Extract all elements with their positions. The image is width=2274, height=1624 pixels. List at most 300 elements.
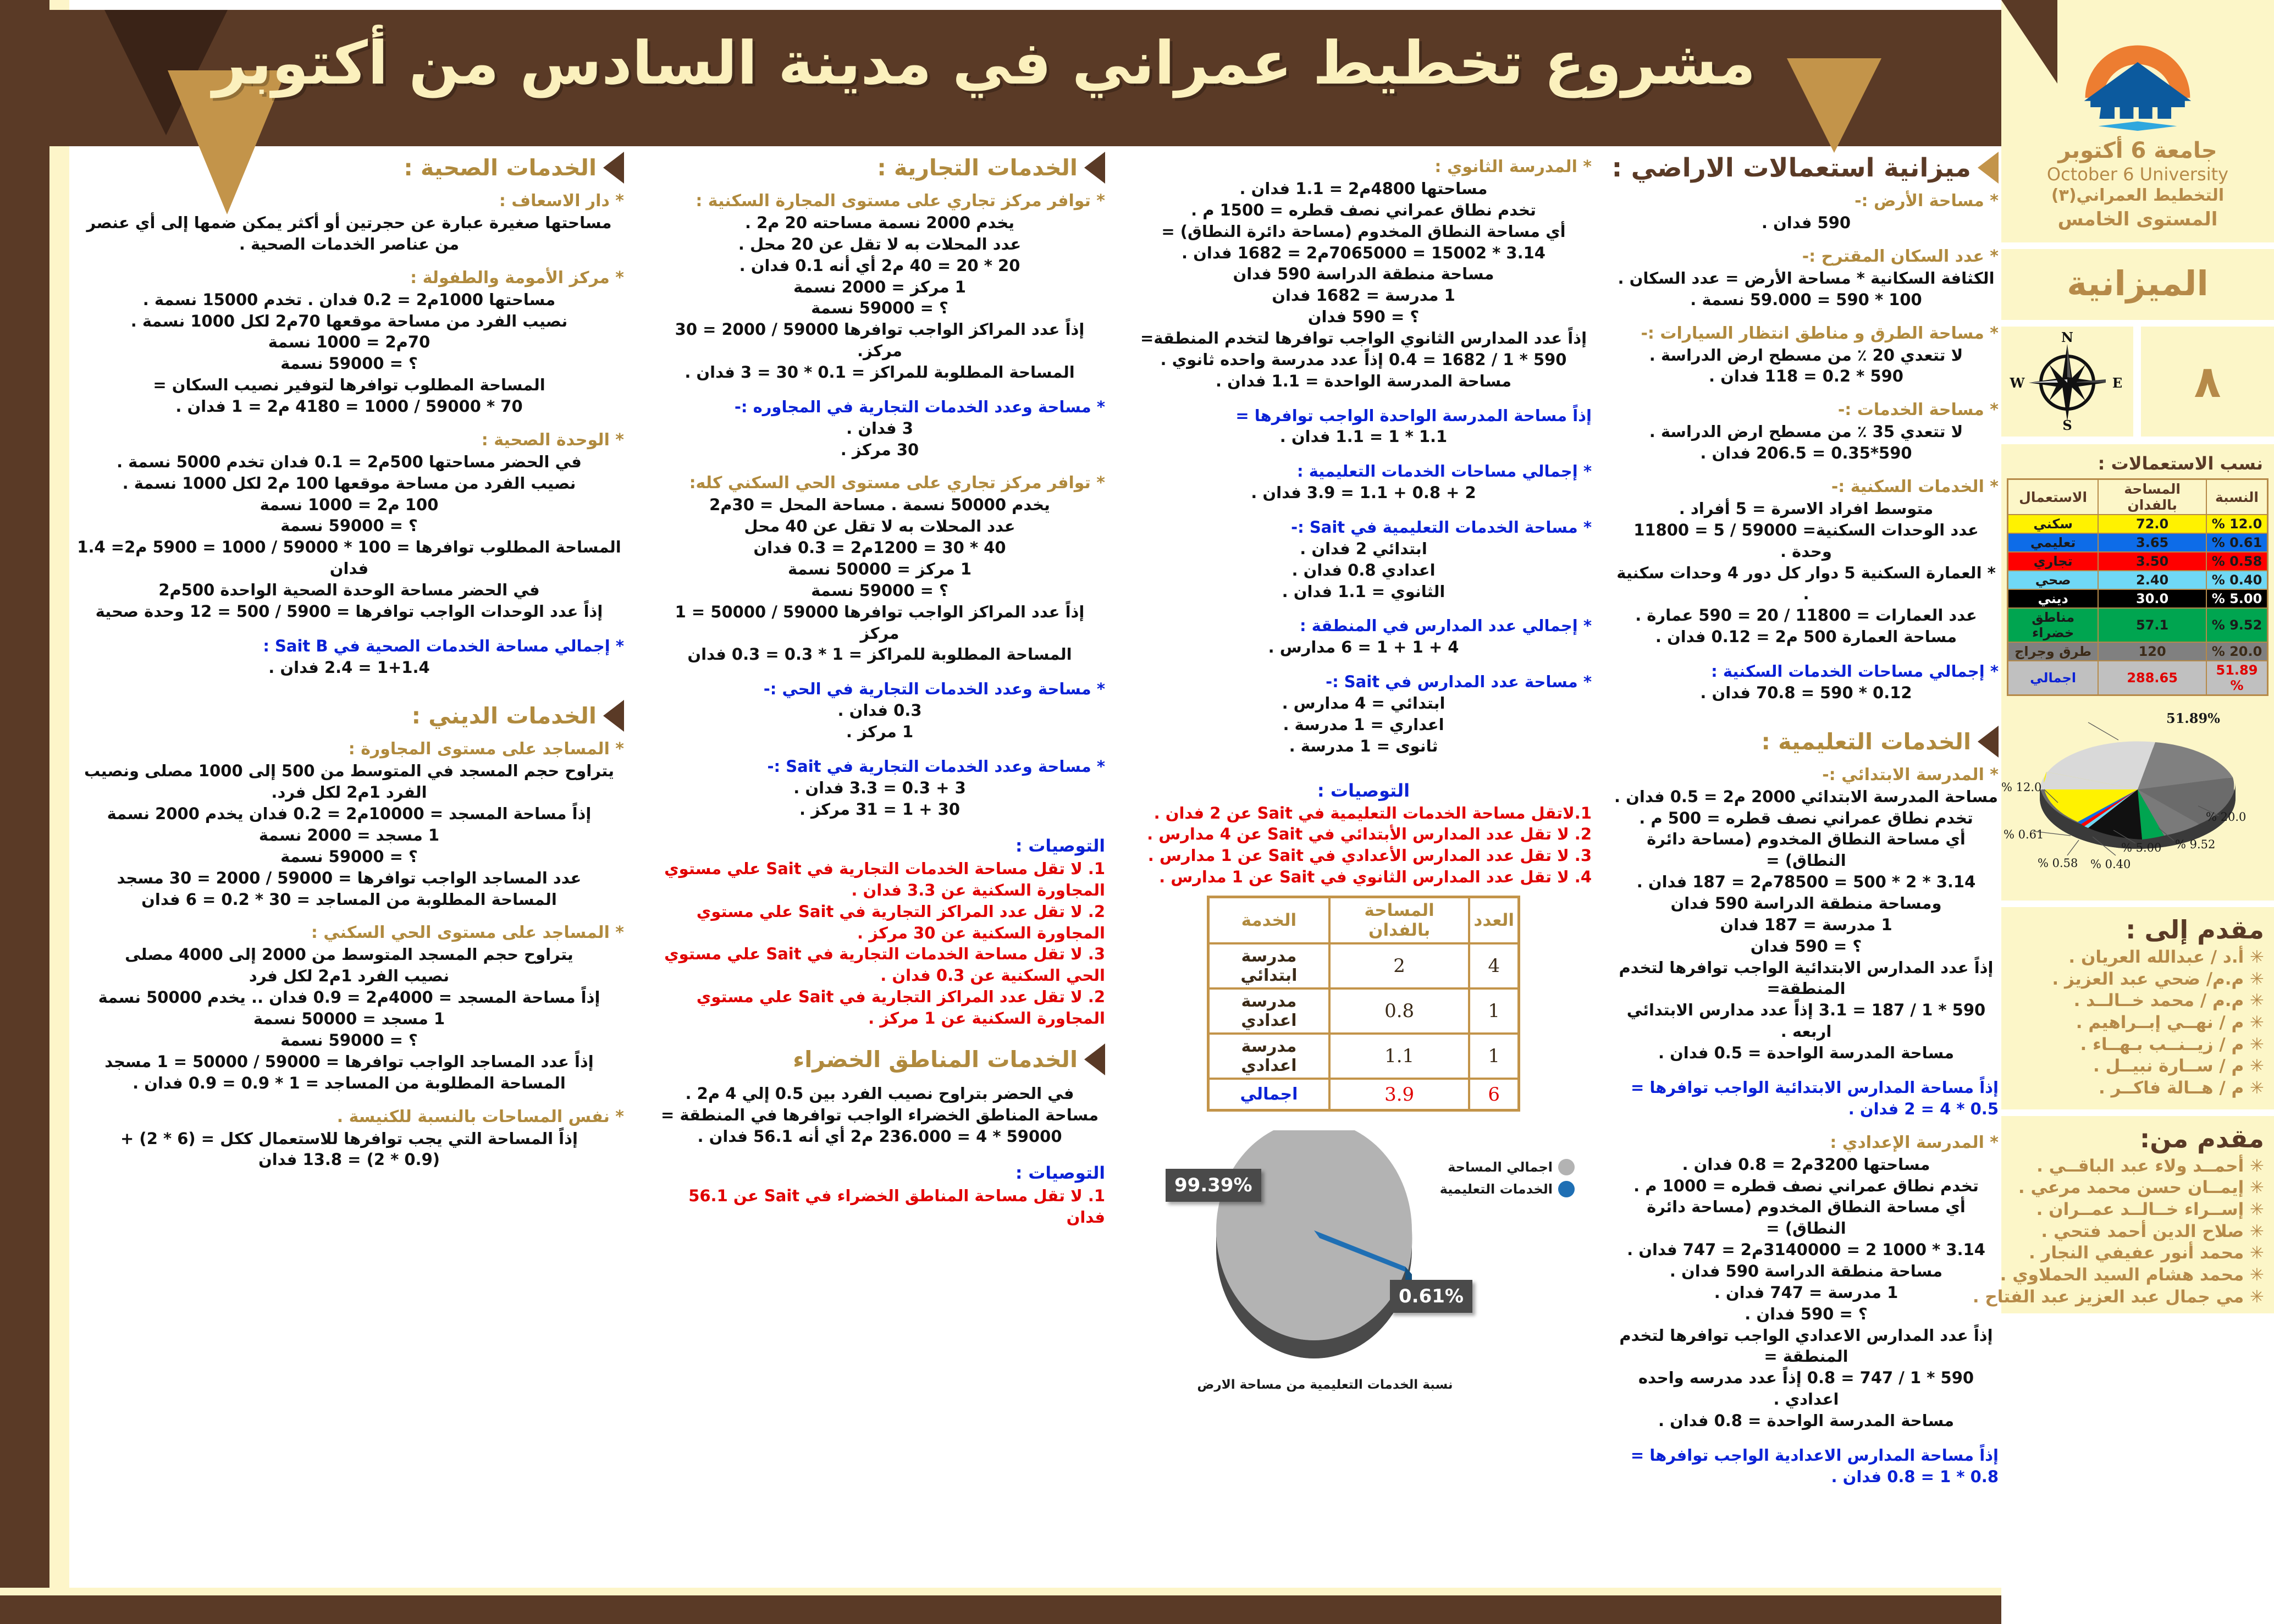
- spacer: [1614, 387, 1999, 395]
- section-header-health: [74, 152, 624, 184]
- legend-swatch-total-icon: [1558, 1159, 1575, 1175]
- text-line: 3.14 * 15002 = 7065000م2 = 1682 فدان .: [1182, 243, 1546, 262]
- table-cell: 4: [1469, 943, 1519, 988]
- text-line: لا تتعدي 20 ٪ من مسطح ارض الدراسة .: [1649, 345, 1963, 364]
- schools-col-service: الخدمة: [1208, 897, 1329, 943]
- ratios-cell: 5.00 %: [2206, 589, 2268, 608]
- text-line: ثانوى = 1 مدرسة .: [1289, 736, 1438, 755]
- schools-col-area: المساحة بالفدان: [1329, 897, 1470, 943]
- ratios-cell: اجمالي: [2008, 661, 2099, 695]
- schools-summary-table: [1207, 896, 1520, 1112]
- list-item: ✳ م.م / محمد خــالــد .: [2073, 991, 2264, 1011]
- ratios-row: [2008, 642, 2268, 661]
- ratios-cell: 30.0: [2098, 589, 2206, 608]
- pie-label-total: 51.89%: [2166, 710, 2220, 727]
- pie-legend: [1440, 1159, 1575, 1203]
- text-line: 0.3 فدان .: [837, 701, 922, 720]
- spacer: [654, 665, 1105, 673]
- text-line: يخدم 50000 نسمة . مساحة المحل = 30م2: [709, 495, 1050, 515]
- text-line: مساحتها 4800م2 = 1.1 فدان .: [1239, 179, 1488, 198]
- spacer: [654, 383, 1105, 391]
- spacer: [1614, 234, 1999, 241]
- text-line: ابتدائي 2 فدان .: [1300, 539, 1427, 558]
- compass-and-page-row: [2001, 327, 2274, 437]
- ratios-header-row: [2008, 479, 2268, 515]
- text-line: ؟ = 59000 نسمة: [280, 1030, 418, 1049]
- legend-item-education: [1440, 1181, 1575, 1197]
- text-line: 0.12 * 590 = 70.8 فدان .: [1700, 683, 1912, 702]
- svg-text:S: S: [2062, 417, 2072, 432]
- text-line: 1 مسجد = 50000 نسمة: [253, 1009, 445, 1029]
- subsection-title: * المدرسة الإعدادي :: [1830, 1133, 1999, 1152]
- recommendation-item: 1. لا تقل مساحة الخدمات التجارية في Sait علي مستوي المجاورة السكنية عن 3.3 فدان .: [664, 859, 1105, 899]
- text-line: مساحة المدرسة الواحدة = 0.8 فدان .: [1658, 1411, 1955, 1430]
- land-use-pie-chart-card: [2001, 703, 2274, 901]
- frame-left-bar: [0, 0, 49, 1624]
- university-branding-card: [2001, 0, 2274, 242]
- pie-label-residential: 12.0 %: [2001, 781, 2042, 794]
- spacer: [74, 678, 624, 686]
- text-line: نصيب الفرد 1م2 لكل فرد: [249, 966, 450, 986]
- ratios-cell: مناطق خضراء: [2008, 608, 2099, 642]
- column-education-details: [1135, 152, 1592, 1393]
- text-line: نصيب الفرد من مساحة موقعها 70م2 لكل 1000 نسمة .: [130, 311, 568, 330]
- list-item: ✳ م / نهــي إبــراهيم .: [2076, 1013, 2264, 1033]
- subsection-title: * مركز الأمومة والطفولة :: [410, 268, 624, 288]
- schools-header-row: [1208, 897, 1519, 943]
- spacer: [654, 743, 1105, 750]
- commercial-body: [654, 191, 1105, 827]
- text-line: لا تتعدي 35 ٪ من مسطح ارض الدراسة .: [1649, 422, 1963, 441]
- ratios-cell: 20.0 %: [2206, 642, 2268, 661]
- pie-label-religious: 5.00 %: [2121, 841, 2162, 855]
- subsection-title-highlight: * مساحة عدد المدارس في Sait :-: [1326, 672, 1592, 692]
- text-line: المساحة المطلوبة من المساجد = 1 * 0.9 = 0.9 فدان .: [133, 1073, 566, 1092]
- text-line: 3 فدان .: [846, 418, 913, 438]
- text-line: عدد المحلات به لا تقل عن 40 محل: [744, 517, 1015, 536]
- ratios-cell: تجاري: [2008, 552, 2099, 571]
- pie-caption: نسبة الخدمات التعليمية من مساحة الارض: [1197, 1378, 1453, 1393]
- svg-text:W: W: [2010, 375, 2025, 391]
- recommendation-item: 3. لا تقل مساحة الخدمات التجارية في Sait علي مستوي الحي السكنية عن 0.3 فدان .: [664, 944, 1105, 985]
- table-cell: مدرسة اعدادي: [1208, 1034, 1329, 1079]
- text-line: أي مساحة النطاق المخدوم (مساحة دائرة النطاق) =: [1647, 830, 1966, 870]
- text-line: 70 * 59000 / 1000 = 4180 م2 = 1 فدان .: [175, 397, 523, 416]
- education-detail-body: [1135, 157, 1592, 765]
- triangle-bullet-icon: [1978, 152, 1999, 184]
- text-line: 1 مدرسة = 187 فدان: [1720, 915, 1892, 934]
- table-cell: 3.9: [1329, 1079, 1470, 1111]
- subsection-title: * دار الاسعاف :: [499, 191, 624, 211]
- text-line: 3.14 * 2 * 500 = 78500م2 = 187 فدان .: [1636, 872, 1976, 892]
- text-line: مساحتها صغيرة عبارة عن حجرتين أو أكثر يمكن ضمها إلى أي عنصر: [86, 213, 612, 232]
- spacer: [654, 1147, 1105, 1155]
- subsection-title-highlight: * مساحة الخدمات التعليمية في Sait :-: [1291, 518, 1592, 537]
- text-line: في الحضر بتراوح نصيب الفرد بين 0.5 إلي 4 م2 .: [685, 1084, 1074, 1103]
- text-line: ؟ = 590 فدان: [1750, 936, 1862, 955]
- compass-rose-icon: [2010, 332, 2125, 431]
- budget-card: [2001, 249, 2274, 320]
- text-line: 1.1 * 1 = 1.1 فدان .: [1279, 427, 1448, 446]
- text-line: الفرد 1م2 لكل فرد.: [271, 783, 427, 802]
- triangle-bullet-icon: [1978, 726, 1999, 758]
- section-header-land-use: [1611, 152, 1999, 184]
- ratios-cell: 0.40 %: [2206, 571, 2268, 589]
- recommendations-title-green: التوصيات :: [1015, 1163, 1105, 1184]
- spacer: [1135, 658, 1592, 666]
- text-line: في الحضر مساحتها 500م2 = 0.1 فدان تخدم 5000 نسمة .: [117, 452, 582, 471]
- spacer: [654, 460, 1105, 468]
- text-line: اعدادي 0.8 فدان .: [1291, 560, 1436, 579]
- spacer: [74, 1170, 624, 1178]
- text-line: المساحة المطلوبة للمراكز = 0.1 * 30 = 3 فدان .: [685, 363, 1075, 382]
- text-line: ؟ = 59000 نسمة: [280, 847, 418, 866]
- text-line: الثانوي = 1.1 فدان .: [1282, 582, 1445, 601]
- section-title-commercial: الخدمات التجارية :: [877, 154, 1078, 181]
- text-line: إذاً المساحة التي يجب توافرها للاستعمال ككل = (6 * 2) +: [120, 1129, 578, 1148]
- list-item: ✳ محمد أنور عفيفي النجار .: [2028, 1243, 2264, 1263]
- table-row: [1208, 988, 1519, 1034]
- ratios-row: [2008, 661, 2268, 695]
- spacer: [1614, 704, 1999, 711]
- recommendation-item: 3. لا تقل عدد المدارس الأعدادي في Sait عن 1 مدارس .: [1147, 846, 1592, 865]
- text-line: المساحة المطلوبة للمراكز = 1 * 0.3 = 0.3 فدان: [687, 645, 1072, 664]
- text-line: أي مساحة النطاق المخدوم (مساحة دائرة النطاق) =: [1161, 222, 1566, 241]
- section-title-green: الخدمات المناطق الخضراء: [793, 1046, 1078, 1073]
- text-line: 100 م2 = 1000 نسمة: [260, 495, 439, 514]
- list-item: ✳ م / ســارة نبيــل .: [2093, 1056, 2264, 1076]
- text-line: يخدم 2000 نسمة مساحته 20 م2 .: [744, 213, 1015, 232]
- table-cell: 2: [1329, 943, 1470, 988]
- budget-heading: الميزانية: [2067, 263, 2209, 304]
- subsection-title: * نفس المساحات بالنسبة للكنيسة .: [336, 1107, 624, 1126]
- spacer: [74, 417, 624, 425]
- green-body: [654, 1083, 1105, 1155]
- triangle-bullet-icon: [1084, 1043, 1105, 1075]
- triangle-bullet-icon: [1084, 152, 1105, 184]
- text-line: من عناصر الخدمات الصحية .: [239, 234, 460, 253]
- pie-label-educational: 0.61 %: [2003, 828, 2044, 842]
- section-header-religious: [74, 700, 624, 732]
- text-line: مساحة المدرسة الابتدائي 2000 م2 = 0.5 فدان .: [1614, 787, 1998, 806]
- text-line: 70م2 = 1000 نسمة: [268, 333, 430, 352]
- spacer: [1614, 1064, 1999, 1071]
- recommendations-commercial: [654, 858, 1105, 1029]
- text-line: تخدم نطاق عمراني نصف قطره = 1500 م .: [1191, 200, 1536, 219]
- recommendation-item: 1.لاتقل مساحة الخدمات التعليمية في Sait عن 2 فدان .: [1153, 803, 1592, 822]
- ratios-col-use: الاستعمال: [2008, 479, 2099, 515]
- subsection-title-highlight: إذاً مساحة المدرسة الواحدة الواجب توافرها =: [1235, 406, 1592, 425]
- ratios-cell: 3.50: [2098, 552, 2206, 571]
- text-line: المساحة المطلوب توافرها = 100 * 59000 / 1000 = 5900 م2= 1.4 فدان: [77, 538, 621, 578]
- text-line: 1 مركز .: [846, 722, 914, 742]
- section-header-education: [1614, 726, 1999, 758]
- list-item: ✳ أحمــد ولاء عبد الباقــي .: [2036, 1156, 2264, 1176]
- october-6-university-logo-icon: [2069, 34, 2206, 135]
- text-line: 59000 * 4 = 236.000 م2 أي أنه 56.1 فدان .: [697, 1126, 1062, 1146]
- spacer: [1135, 757, 1592, 765]
- text-line: مساحتها 1000م2 = 0.2 فدان . تخدم 15000 نسمة .: [142, 290, 556, 309]
- list-item: ✳ صلاح الدين أحمد فتحي .: [2041, 1221, 2264, 1241]
- legend-item-total: [1440, 1159, 1575, 1175]
- ratios-col-pct: النسبة: [2206, 479, 2268, 515]
- ratios-cell: 3.65: [2098, 533, 2206, 552]
- university-name-english: October 6 University: [2046, 164, 2229, 185]
- pie-label-commercial: 0.58 %: [2038, 857, 2078, 870]
- submitted-from-title: مقدم من:: [2139, 1123, 2264, 1153]
- ratios-row: [2008, 571, 2268, 589]
- subsection-title: * عدد السكان المقترح :-: [1802, 246, 1999, 266]
- section-header-green: [654, 1043, 1105, 1075]
- text-line: 590*0.35 = 206.5 فدان .: [1700, 444, 1912, 463]
- subsection-title: * الوحدة الصحية :: [481, 430, 624, 450]
- text-line: مساحة المدرسة الواحدة = 1.1 فدان .: [1215, 371, 1512, 390]
- subsection-title-highlight: * إجمالي مساحات الخدمات التعليمية :: [1297, 462, 1592, 481]
- subsection-title-highlight: * إجمالي مساحة الخدمات الصحية في Sait B :: [263, 636, 624, 655]
- text-line: متوسط افراد الاسرة = 5 أفراد .: [1679, 499, 1934, 518]
- subsection-title-highlight: * إجمالي مساحات الخدمات السكنية :: [1711, 662, 1999, 681]
- spacer: [654, 820, 1105, 827]
- table-cell: 1: [1469, 988, 1519, 1034]
- spacer: [74, 622, 624, 630]
- table-cell: 1: [1469, 1034, 1519, 1079]
- legend-swatch-education-icon: [1558, 1181, 1575, 1197]
- text-line: 1 مسجد = 2000 نسمة: [258, 826, 440, 845]
- ratios-row: [2008, 608, 2268, 642]
- page-number: ٨: [2141, 327, 2274, 437]
- recommendations-title-education: التوصيات :: [1317, 780, 1410, 801]
- submitted-to-list: [2011, 947, 2264, 1100]
- text-line: الكثافة السكانية * مساحة الأرض = عدد السكان .: [1618, 268, 1995, 288]
- subsection-title: * مساحة الطرق و مناطق انتظار السيارات :-: [1641, 323, 1999, 343]
- text-line: 30 + 1 = 31 مركز .: [799, 799, 960, 819]
- ratios-cell: 12.0 %: [2206, 515, 2268, 533]
- text-line: تخدم نطاق عمراني نصف قطره = 500 م .: [1639, 808, 1973, 827]
- ratios-cell: 2.40: [2098, 571, 2206, 589]
- frame-left-inner-bar: [49, 0, 69, 1624]
- text-line: 590 * 1 / 1682 = 0.4 إذاً عدد مدرسة واحده ثانوي .: [1160, 350, 1567, 369]
- frame-bottom-inner-bar: [0, 1588, 2274, 1595]
- subsection-title-highlight: إذاً مساحة المدارس الاعدادية الواجب توافرها = 0.8 * 1 = 0.8 فدان .: [1630, 1445, 1999, 1486]
- text-line: 40 * 30 = 1200م2 = 0.3 فدان: [753, 538, 1006, 557]
- course-name: التخطيط العمراني(٣): [2051, 186, 2225, 206]
- text-line: 4 + 1 + 1 = 6 مدارس .: [1268, 638, 1459, 657]
- subsection-title: * المدرسة الابتدائي :-: [1822, 765, 1999, 785]
- spacer: [1614, 648, 1999, 655]
- text-line: 1 مركز = 50000 نسمة: [787, 560, 972, 579]
- text-line: ؟ = 59000 نسمة: [811, 299, 948, 318]
- table-cell: 6: [1469, 1079, 1519, 1111]
- schools-col-count: العدد: [1469, 897, 1519, 943]
- spacer: [1135, 504, 1592, 511]
- text-line: ابتدائي = 4 مدارس .: [1282, 694, 1445, 713]
- text-line: مساحة المدرسة الواحدة = 0.5 فدان .: [1658, 1043, 1955, 1063]
- poster-header: [49, 10, 2001, 146]
- text-line: إذاً مساحة المسجد = 10000م2 = 0.2 فدان يخدم 2000 نسمة: [107, 804, 592, 824]
- schools-body: [1208, 943, 1519, 1111]
- health-body: [74, 191, 624, 686]
- ratios-cell: ديني: [2008, 589, 2099, 608]
- spacer: [1135, 392, 1592, 400]
- subsection-title-highlight: * مساحة وعدد الخدمات التجارية في الحي :-: [763, 680, 1105, 699]
- table-cell: 1.1: [1329, 1034, 1470, 1079]
- subsection-title: * مساحة الأرض :-: [1854, 191, 1999, 211]
- text-line: 1+1.4 = 2.4 فدان .: [268, 658, 430, 677]
- text-line: ؟ = 590 فدان .: [1745, 1304, 1868, 1323]
- table-row: [1208, 943, 1519, 988]
- text-line: إذاً عدد المدارس الثانوي الواجب توافرها لتخدم المنطقة=: [1140, 329, 1587, 348]
- list-item: ✳ إيمــان حسن محمد مرعي .: [2018, 1178, 2264, 1198]
- subsection-title: * الخدمات السكنية :-: [1831, 477, 1999, 497]
- pie-badge-education-share: 0.61%: [1390, 1280, 1472, 1313]
- column-commercial-services: [654, 152, 1105, 1228]
- compass-card: [2001, 327, 2133, 437]
- ratios-row: [2008, 533, 2268, 552]
- text-line: مساحتها 3200م2 = 0.8 فدان .: [1682, 1155, 1930, 1174]
- spacer: [1614, 1432, 1999, 1439]
- text-line: ؟ = 59000 نسمة: [811, 581, 948, 600]
- text-line: * العمارة السكنية 5 دوار كل دور 4 وحدات سكنية .: [1616, 563, 1996, 604]
- ratios-row: [2008, 515, 2268, 533]
- text-line: 590 * 1 / 187 = 3.1 إذاً عدد مدارس الابتدائي اربعه .: [1626, 1001, 1986, 1041]
- pie-label-roads: 20.0 %: [2206, 810, 2247, 824]
- subsection-title: * المساجد على مستوى الحي السكني :: [311, 923, 624, 943]
- submitted-from-list: [1972, 1156, 2264, 1308]
- spacer: [74, 1094, 624, 1102]
- text-line: 100 * 590 = 59.000 نسمة .: [1690, 290, 1922, 309]
- text-line: أي مساحة النطاق المخدوم (مساحة دائرة النطاق) =: [1647, 1197, 1966, 1238]
- spacer: [74, 255, 624, 263]
- text-line: إذاً عدد المراكز الواجب توافرها 59000 / 2000 = 30 مركز.: [675, 320, 1085, 361]
- recommendation-item: 2. لا تقل عدد المراكز التجارية في Sait علي مستوي المجاورة السكنية عن 30 مركز .: [696, 902, 1105, 942]
- text-line: عدد المحلات به لا تقل عن 20 محل .: [738, 234, 1022, 253]
- recommendation-item: 2. لا تقل عدد المراكز التجارية في Sait علي مستوي المجاورة السكنية عن 1 مركز .: [696, 987, 1105, 1028]
- text-line: إذاً عدد المراكز الواجب توافرها 59000 / 50000 = 1 مركز: [675, 602, 1085, 643]
- spacer: [1614, 1488, 1999, 1495]
- subsection-title-highlight: * مساحة وعدد الخدمات التجارية في المجاوره :-: [734, 397, 1105, 416]
- text-line: 590 * 0.2 = 118 فدان .: [1709, 367, 1903, 386]
- list-item: ✳ محمد هشام السيد الحملاوي .: [2000, 1265, 2264, 1285]
- text-line: 2 + 0.8 + 1.1 = 3.9 فدان .: [1251, 483, 1476, 502]
- text-line: 590 * 1 / 747 = 0.8 إذاً عدد مدرسه واحده اعدادي .: [1638, 1368, 1974, 1409]
- text-line: يتراوح حجم المسجد في المتوسط من 500 إلى 1000 مصلى ونصيب: [84, 761, 614, 781]
- poster-title: مشروع تخطيط عمراني في مدينة السادس من أكتوبر: [212, 29, 1756, 98]
- recommendation-item: 2. لا تقل عدد المدارس الأبتدائي في Sait عن 4 مدارس .: [1147, 825, 1592, 844]
- study-level: المستوى الخامس: [2057, 208, 2218, 230]
- spacer: [1614, 311, 1999, 318]
- submitted-from-card: [1972, 1116, 2274, 1314]
- text-line: إذاً عدد المساجد الواجب توافرها = 59000 / 50000 = 1 مسجد: [104, 1052, 594, 1071]
- text-line: عدد المساجد الواجب توافرها = 59000 / 2000 = 30 مسجد: [117, 868, 582, 887]
- section-title-education: الخدمات التعليمية :: [1761, 728, 1971, 755]
- text-line: إذاً مساحة المسجد = 4000م2 = 0.9 فدان .. يخدم 50000 نسمة: [98, 988, 600, 1007]
- subsection-title-highlight: * مساحة وعدد الخدمات التجارية في Sait :-: [767, 756, 1105, 776]
- table-row: [1208, 1034, 1519, 1079]
- column-land-use-budget: [1611, 152, 1999, 1495]
- ratios-cell: 120: [2098, 642, 2206, 661]
- education-body: [1614, 765, 1999, 1495]
- text-line: إذاً عدد المدارس الابتدائية الواجب توافرها لتخدم المنطقة=: [1619, 958, 1994, 998]
- text-line: (0.9 * 2) = 13.8 فدان: [258, 1150, 440, 1169]
- table-cell: 0.8: [1329, 988, 1470, 1034]
- list-item: ✳ أ.د / عبدالله العريان .: [2068, 947, 2264, 968]
- right-sidebar: [1972, 0, 2274, 1624]
- text-line: ومساحة منطقة الدراسة 590 فدان: [1670, 894, 1942, 913]
- text-line: 590 فدان .: [1761, 213, 1851, 232]
- ratios-row: [2008, 589, 2268, 608]
- recommendation-item: 1. لا تقل مساحة المناطق الخضراء في Sait عن 56.1 فدان: [688, 1186, 1105, 1227]
- text-line: ؟ = 59000 نسمة: [280, 354, 418, 373]
- ratios-cell: 57.1: [2098, 608, 2206, 642]
- list-item: ✳ مي جمال عبد العزيز عبد الفتاح .: [1972, 1286, 2264, 1307]
- text-line: المساحة المطلوب توافرها لتوفير نصيب السكان =: [153, 375, 545, 395]
- ratios-col-area: المساحة بالفدان: [2098, 479, 2206, 515]
- submitted-to-card: [2001, 907, 2274, 1109]
- text-line: مساحة المناطق الخضراء الواجب توافرها في المنطقة =: [660, 1105, 1099, 1124]
- column-health-religious: [74, 152, 624, 1178]
- ratios-cell: 72.0: [2098, 515, 2206, 533]
- text-line: في الحضر مساحة الوحدة الصحية الواحدة 500م2: [158, 581, 540, 600]
- svg-text:N: N: [2061, 332, 2073, 346]
- pie-badge-total-area: 99.39%: [1166, 1169, 1261, 1202]
- text-line: اعداري = 1 مدرسة .: [1283, 715, 1444, 734]
- svg-text:E: E: [2112, 375, 2123, 391]
- ratios-cell: 288.65: [2098, 661, 2206, 695]
- land-use-ratios-card: [2001, 444, 2274, 703]
- corner-fold-decoration: [2001, 0, 2057, 84]
- text-line: 30 مركز .: [840, 440, 919, 459]
- text-line: ؟ = 590 فدان: [1307, 307, 1420, 327]
- spacer: [74, 910, 624, 918]
- text-line: مساحة منطقة الدراسة 590 فدان .: [1669, 1261, 1943, 1280]
- ratios-cell: 51.89 %: [2206, 661, 2268, 695]
- main-content: [74, 152, 1999, 1581]
- subsection-title: * توافر مركز تجاري على مستوى الحي السكني كله:: [689, 473, 1105, 493]
- list-item: ✳ إســراء خــالــد عمــران .: [2036, 1200, 2264, 1220]
- subsection-title-highlight: إذاً مساحة المدارس الابتدائية الواجب توافرها = 0.5 * 4 = 2 فدان .: [1630, 1078, 1999, 1118]
- ratios-cell: 0.61 %: [2206, 533, 2268, 552]
- submitted-to-title: مقدم إلى :: [2126, 915, 2264, 945]
- spacer: [1135, 602, 1592, 610]
- section-title-health: الخدمات الصحية :: [404, 154, 597, 181]
- text-line: نصيب الفرد من مساحة موقعها 100 م2 لكل 1000 نسمة .: [122, 473, 576, 493]
- subsection-title-highlight: * إجمالي عدد المدارس في المنطقة :: [1299, 616, 1592, 636]
- list-item: ✳ م / زيــنــب بـهــاء .: [2080, 1034, 2264, 1054]
- recommendations-title-commercial: التوصيات :: [1015, 836, 1105, 857]
- subsection-title: * مساحة الخدمات :-: [1837, 400, 1999, 420]
- pie-label-health: 0.40 %: [2090, 858, 2131, 871]
- text-line: إذاً عدد المدارس الاعدادي الواجب توافرها لتخدم المنطقة =: [1619, 1325, 1993, 1366]
- list-item: ✳ م.م/ ضحي عبد العزيز .: [2052, 969, 2264, 989]
- table-cell: مدرسة اعدادي: [1208, 988, 1329, 1034]
- triangle-bullet-icon: [603, 700, 624, 732]
- ratios-title: نسب الاستعمالات :: [2098, 453, 2263, 474]
- text-line: 1 مركز = 2000 نسمة: [793, 277, 966, 296]
- section-header-commercial: [654, 152, 1105, 184]
- education-share-pie-chart: [1149, 1130, 1578, 1393]
- text-line: مساحة منطقة الدراسة 590 فدان: [1233, 264, 1494, 284]
- spacer: [1614, 464, 1999, 472]
- text-line: مساحة العمارة 500 م2 = 0.12 فدان .: [1655, 627, 1957, 647]
- text-line: المساحة المطلوبة من المساجد = 30 * 0.2 = 6 فدان: [141, 890, 557, 909]
- ratios-cell: تعليمي: [2008, 533, 2099, 552]
- section-title-land-use: ميزانية استعمالات الاراضي :: [1611, 152, 1971, 183]
- subsection-title: * المدرسة الثانوي :: [1434, 157, 1592, 176]
- text-line: 3.14 * 1000 2 = 3140000م2 = 747 فدان .: [1627, 1240, 1985, 1260]
- ratios-cell: 9.52 %: [2206, 608, 2268, 642]
- spacer: [1135, 448, 1592, 455]
- text-line: 3 + 0.3 = 3.3 فدان .: [793, 778, 966, 797]
